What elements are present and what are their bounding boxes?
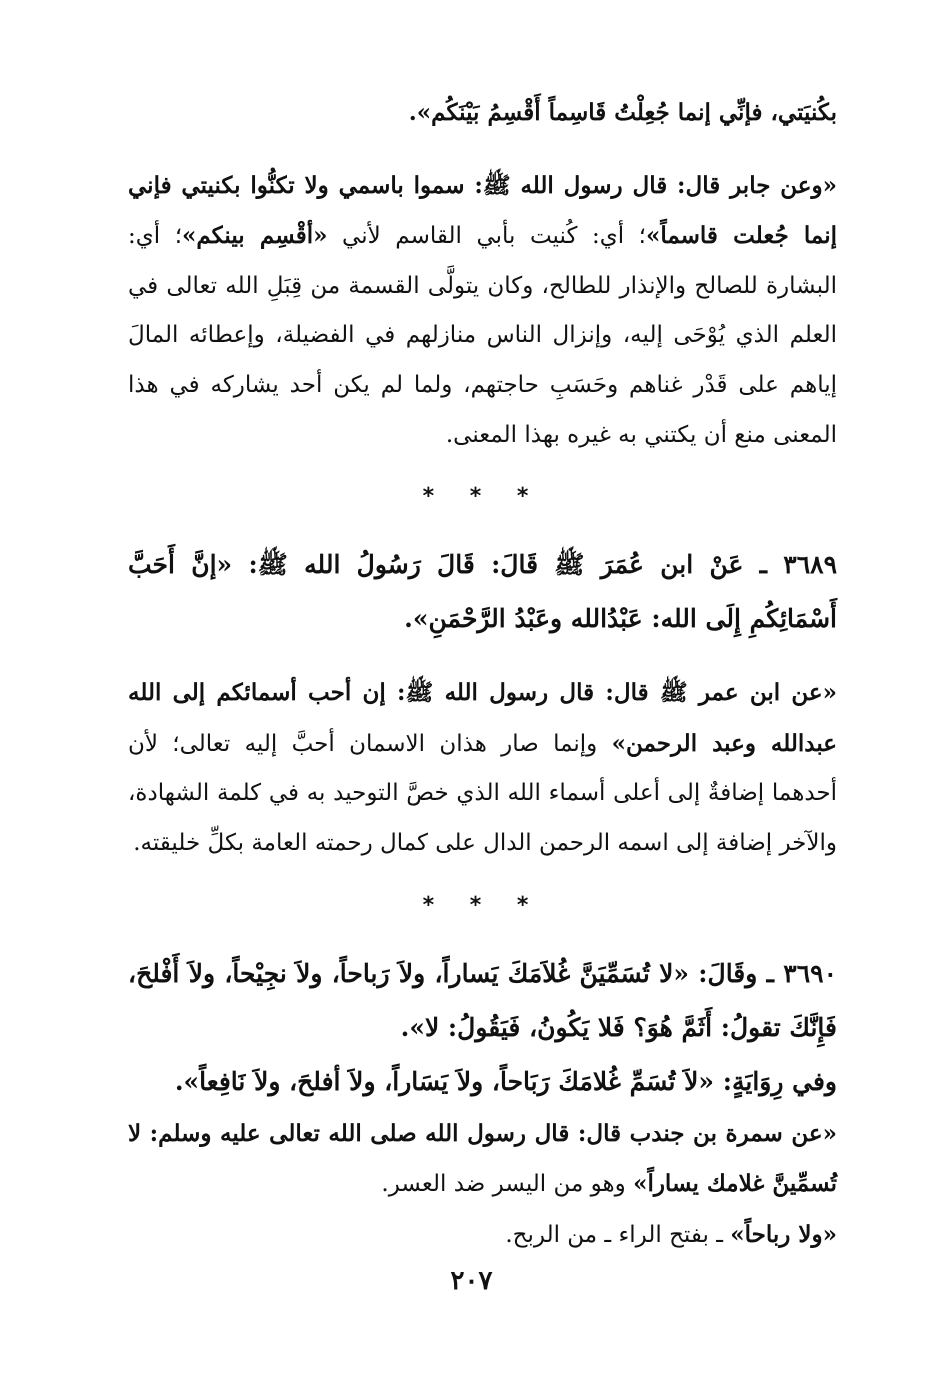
- hadith-riwaya: وفي رِوَايَةٍ: «لاَ تُسَمِّ غُلامَكَ رَبَاحاً، ولاَ يَسَاراً، ولاَ أفلحَ، ولاَ نَافِعاً».: [174, 1066, 837, 1096]
- commentary-paragraph-1: [128, 161, 837, 461]
- hadith-3690: ٣٦٩٠ ـ وقَالَ: «لا تُسَمِّيَنَّ غُلاَمَكَ يَساراً، ولاَ رَباحاً، ولاَ نجِيْحاً، ولاَ أَفْلحَ، فَإِنَّكَ تقولُ: أَثَمَّ هُوَ؟ فَلا يَكُونُ، فَيَقُولُ: لا».: [128, 958, 837, 1042]
- paragraph-continuation: [128, 88, 837, 139]
- commentary-text: ؛ أي: البشارة للصالح والإنذار للطالح، وكان يتولَّى القسمة من قِبَلِ الله تعالى في العلم الذي يُوْحَى إليه، وإنزال الناس منازلهم في الفضيلة، وإعطائه المالَ إياهم على قَدْر غناهم وحَسَبِ حاجتهم، ولما لم يكن أحد يشاركه في هذا المعنى منع أن يكتني به غيره بهذا المعنى.: [128, 223, 837, 448]
- section-separator: * * *: [422, 484, 543, 510]
- hadith-3689: ٣٦٨٩ ـ عَنْ ابن عُمَرَ ﷺ قَالَ: قَالَ رَسُولُ الله ﷺ: «إنَّ أَحَبَّ أَسْمَائِكُمِ إِلَى الله: عَبْدُالله وعَبْدُ الرَّحْمَنِ».: [128, 550, 837, 634]
- commentary-paragraph-3: [128, 1109, 837, 1210]
- quoted-hadith: «وعن جابر قال: قال رسول الله ﷺ: سموا باسمي ولا تكنُّوا بكنيتي فإني إنما جُعلت قاسماً»: [128, 171, 838, 250]
- hadith-quote-ending: بكُنيَتي، فإنِّي إنما جُعِلْتُ قَاسِماً أَقْسِمُ بَيْنَكُم».: [408, 99, 837, 126]
- page-body: [128, 88, 837, 1260]
- quoted-hadith: «عن سمرة بن جندب قال: قال رسول الله صلى الله تعالى عليه وسلم: لا تُسمِّينَّ غلامك يساراً»: [128, 1119, 837, 1198]
- quoted-phrase: «أقْسِم بينكم»: [182, 222, 328, 250]
- spacer: [128, 646, 837, 668]
- commentary-text: ؛ أي: كُنيت بأبي القاسم لأني: [327, 223, 646, 250]
- page-number: ٢٠٧: [450, 1266, 493, 1296]
- commentary-paragraph-2: [128, 668, 837, 868]
- commentary-paragraph-4: [128, 1210, 837, 1261]
- quoted-phrase: «ولا رباحاً»: [730, 1220, 837, 1248]
- commentary-text: وهو من اليسر ضد العسر.: [381, 1171, 634, 1198]
- commentary-text: وإنما صار هذان الاسمان أحبَّ إليه تعالى؛ لأن أحدهما إضافةٌ إلى أعلى أسماء الله الذي خصَّ التوحيد به في كلمة الشهادة، والآخر إضافة إلى اسمه الرحمن الدال على كمال رحمته العامة بكلِّ خليقته.: [128, 730, 837, 856]
- quoted-hadith: «عن ابن عمر ﷺ قال: قال رسول الله ﷺ: إن أحب أسمائكم إلى الله عبدالله وعبد الرحمن»: [128, 679, 837, 757]
- spacer: [128, 139, 837, 161]
- section-separator: * * *: [422, 892, 543, 918]
- commentary-text: ـ بفتح الراء ـ من الربح.: [505, 1221, 731, 1248]
